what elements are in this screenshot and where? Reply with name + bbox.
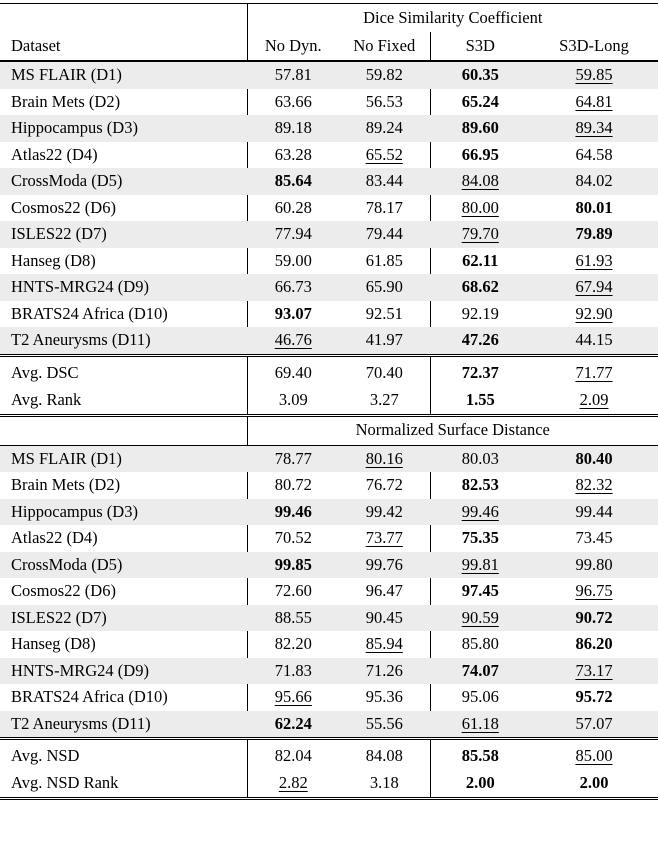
metric-value [247,387,339,416]
dataset-label: ISLES22 (D7) [0,605,247,632]
summary-row [0,770,658,799]
metric-value-text: 74.07 [461,660,499,680]
metric-value [530,770,658,799]
metric-value-text: 80.03 [461,448,499,468]
metric-value [430,61,530,89]
metric-value [247,472,339,499]
metric-value [530,115,658,142]
metric-value [339,115,430,142]
dataset-label: HNTS-MRG24 (D9) [0,658,247,685]
metric-value-text: 76.72 [365,475,403,494]
metric-value [530,142,658,169]
metric-value [247,499,339,526]
table-row [0,445,658,472]
metric-value-text: 92.19 [461,303,499,323]
metric-value [530,387,658,416]
metric-value-text: 95.66 [274,687,312,706]
metric-value-text: 95.06 [461,687,499,706]
column-header-s3d-long: S3D-Long [530,32,658,61]
metric-value-text: 85.64 [274,171,312,190]
section-title-row [0,4,658,33]
metric-value [530,472,658,499]
metric-value-text: 89.24 [365,118,403,137]
metric-value-text: 99.85 [274,554,312,574]
metric-value [247,578,339,605]
dataset-label: Hippocampus (D3) [0,115,247,142]
metric-value-text: 90.72 [575,607,613,627]
metric-value [247,631,339,658]
metric-value [247,684,339,711]
metric-value-text: 3.27 [369,389,399,409]
metric-value-text: 71.26 [365,660,403,680]
metric-value-text: 99.80 [575,554,613,574]
metric-value-text: 65.24 [461,91,499,111]
metric-value [430,770,530,799]
metric-value-text: 61.18 [461,713,499,733]
metric-value-text: 64.81 [575,91,613,111]
metric-value [339,525,430,552]
summary-label: Avg. NSD Rank [0,770,247,799]
metric-value [430,274,530,301]
dataset-label: Atlas22 (D4) [0,525,247,552]
metric-value [339,472,430,499]
results-table [0,3,658,800]
metric-value [247,552,339,579]
metric-value [430,552,530,579]
dataset-label: Atlas22 (D4) [0,142,247,169]
results-table-body [0,4,658,799]
table-row [0,301,658,328]
metric-value [339,552,430,579]
metric-value [530,552,658,579]
metric-value-text: 92.90 [575,303,613,323]
column-header-dataset: Dataset [0,32,247,61]
metric-value-text: 89.18 [274,118,312,137]
metric-value [339,387,430,416]
metric-value [430,195,530,222]
metric-value [339,445,430,472]
table-row [0,499,658,526]
metric-value-text: 89.60 [461,118,499,137]
metric-value-text: 95.72 [575,687,613,706]
metric-value [339,658,430,685]
metric-value-text: 80.40 [575,448,613,468]
metric-value [530,711,658,739]
section-title-dsc: Dice Similarity Coefficient [247,4,658,33]
table-row [0,578,658,605]
metric-value [339,355,430,387]
metric-value [430,578,530,605]
metric-value-text: 80.01 [575,197,613,217]
metric-value [530,89,658,116]
table-row [0,168,658,195]
table-row [0,195,658,222]
column-header-s3d: S3D [430,32,530,61]
metric-value-text: 57.81 [274,65,312,84]
metric-value [530,248,658,275]
metric-value-text: 90.59 [461,607,499,627]
metric-value-text: 56.53 [365,91,403,111]
metric-value-text: 62.24 [274,713,312,733]
metric-value-text: 73.45 [575,528,613,547]
metric-value [530,578,658,605]
metric-value-text: 99.42 [365,501,403,521]
metric-value [339,142,430,169]
metric-value [430,711,530,739]
dataset-label: Brain Mets (D2) [0,89,247,116]
summary-row [0,355,658,387]
metric-value [530,327,658,355]
metric-value [247,355,339,387]
dataset-label: Cosmos22 (D6) [0,195,247,222]
metric-value [247,739,339,771]
metric-value [247,770,339,799]
table-row [0,684,658,711]
metric-value-text: 62.11 [462,250,499,270]
metric-value-text: 63.66 [274,91,312,111]
metric-value [430,658,530,685]
table-row [0,61,658,89]
metric-value-text: 44.15 [575,330,613,349]
metric-value-text: 60.28 [274,197,312,217]
corner-cell [0,415,247,445]
metric-value-text: 59.82 [365,65,403,84]
metric-value [339,89,430,116]
column-header-no-fixed: No Fixed [339,32,430,61]
metric-value-text: 83.44 [365,171,403,190]
metric-value [247,195,339,222]
metric-value-text: 85.00 [575,746,613,766]
metric-value-text: 99.76 [365,554,403,574]
metric-value-text: 96.47 [365,581,403,600]
metric-value [430,301,530,328]
metric-value [530,355,658,387]
metric-value [530,684,658,711]
metric-value-text: 47.26 [461,330,499,349]
metric-value [430,115,530,142]
metric-value [339,739,430,771]
table-row [0,142,658,169]
metric-value [430,631,530,658]
metric-value-text: 71.77 [575,362,613,382]
metric-value [339,221,430,248]
metric-value-text: 3.09 [278,389,308,409]
dataset-label: MS FLAIR (D1) [0,61,247,89]
metric-value-text: 41.97 [365,330,403,349]
metric-value-text: 59.00 [274,250,312,270]
metric-value-text: 66.73 [274,277,312,296]
metric-value [247,525,339,552]
metric-value [430,525,530,552]
metric-value [430,168,530,195]
metric-value-text: 80.00 [461,197,499,217]
metric-value-text: 77.94 [274,224,312,243]
metric-value [339,301,430,328]
dataset-label: CrossModa (D5) [0,552,247,579]
metric-value-text: 65.52 [365,144,403,164]
metric-value-text: 80.16 [365,448,403,468]
metric-value-text: 2.00 [579,773,609,793]
metric-value-text: 95.36 [365,687,403,706]
metric-value [430,142,530,169]
metric-value [530,499,658,526]
metric-value [430,355,530,387]
metric-value-text: 93.07 [274,303,312,323]
metric-value-text: 78.77 [274,448,312,468]
metric-value-text: 80.72 [274,475,312,494]
metric-value-text: 60.35 [461,65,499,84]
table-row [0,327,658,355]
metric-value [247,327,339,355]
metric-value-text: 85.58 [461,746,499,766]
dataset-label: BRATS24 Africa (D10) [0,684,247,711]
table-row [0,711,658,739]
metric-value-text: 99.81 [461,554,499,574]
metric-value [247,711,339,739]
metric-value [530,61,658,89]
metric-value [339,711,430,739]
metric-value-text: 71.83 [274,660,312,680]
metric-value-text: 82.20 [274,634,312,653]
metric-value [430,221,530,248]
metric-value [530,274,658,301]
metric-value [430,605,530,632]
metric-value-text: 68.62 [461,277,499,296]
section-title-row [0,415,658,445]
metric-value-text: 73.77 [365,528,403,547]
metric-value-text: 79.70 [461,224,499,243]
metric-value-text: 2.09 [579,389,609,409]
metric-value [247,115,339,142]
table-row [0,115,658,142]
dataset-label: Hippocampus (D3) [0,499,247,526]
metric-value-text: 64.58 [575,144,613,164]
dataset-label: HNTS-MRG24 (D9) [0,274,247,301]
metric-value-text: 59.85 [575,65,613,84]
metric-value [339,195,430,222]
metric-value [430,472,530,499]
metric-value-text: 85.80 [461,634,499,653]
metric-value [339,327,430,355]
metric-value [430,499,530,526]
metric-value [430,684,530,711]
metric-value-text: 55.56 [365,713,403,733]
metric-value-text: 67.94 [575,277,613,296]
metric-value-text: 99.46 [274,501,312,521]
summary-label: Avg. DSC [0,355,247,387]
metric-value-text: 61.93 [575,250,613,270]
dataset-label: BRATS24 Africa (D10) [0,301,247,328]
metric-value-text: 84.08 [461,171,499,190]
metric-value [339,578,430,605]
metric-value-text: 86.20 [575,634,613,653]
metric-value-text: 84.08 [365,746,403,766]
metric-value-text: 99.44 [575,501,613,521]
metric-value [530,739,658,771]
metric-value [247,89,339,116]
metric-value-text: 72.37 [461,362,499,382]
table-row [0,658,658,685]
metric-value [530,301,658,328]
summary-label: Avg. Rank [0,387,247,416]
table-row [0,221,658,248]
metric-value [430,445,530,472]
metric-value [339,248,430,275]
metric-value [339,168,430,195]
metric-value [247,445,339,472]
metric-value [430,327,530,355]
metric-value [247,142,339,169]
metric-value [339,499,430,526]
table-row [0,274,658,301]
dataset-label: Brain Mets (D2) [0,472,247,499]
metric-value [430,739,530,771]
metric-value [247,274,339,301]
metric-value [247,221,339,248]
dataset-label: T2 Aneurysms (D11) [0,711,247,739]
metric-value-text: 92.51 [365,303,403,323]
metric-value-text: 46.76 [274,330,312,349]
dataset-label: MS FLAIR (D1) [0,445,247,472]
dataset-label: T2 Aneurysms (D11) [0,327,247,355]
table-row [0,472,658,499]
metric-value-text: 72.60 [274,581,312,600]
summary-row [0,739,658,771]
metric-value-text: 82.04 [274,746,312,766]
summary-row [0,387,658,416]
dataset-label: ISLES22 (D7) [0,221,247,248]
metric-value-text: 70.40 [365,362,403,382]
table-row [0,552,658,579]
metric-value [530,221,658,248]
metric-value-text: 69.40 [274,362,312,382]
metric-value-text: 3.18 [369,773,399,793]
metric-value-text: 78.17 [365,197,403,217]
summary-label: Avg. NSD [0,739,247,771]
metric-value [530,195,658,222]
metric-value [247,301,339,328]
section-title-nsd: Normalized Surface Distance [247,415,658,445]
table-row [0,605,658,632]
dataset-label: Cosmos22 (D6) [0,578,247,605]
metric-value [339,684,430,711]
metric-value-text: 75.35 [461,528,499,547]
metric-value-text: 61.85 [365,250,403,270]
column-header-no-dyn-: No Dyn. [247,32,339,61]
metric-value [430,387,530,416]
metric-value-text: 2.82 [278,773,308,793]
metric-value [530,525,658,552]
metric-value-text: 63.28 [274,144,312,164]
metric-value [530,658,658,685]
metric-value [430,89,530,116]
metric-value [339,770,430,799]
metric-value-text: 84.02 [575,171,613,190]
metric-value [339,605,430,632]
metric-value [530,445,658,472]
table-row [0,525,658,552]
column-header-row [0,32,658,61]
metric-value-text: 90.45 [365,607,403,627]
metric-value [530,631,658,658]
metric-value-text: 82.32 [575,475,613,494]
dataset-label: Hanseg (D8) [0,631,247,658]
metric-value [247,168,339,195]
metric-value-text: 99.46 [461,501,499,521]
metric-value-text: 79.89 [575,224,613,243]
metric-value [339,61,430,89]
metric-value-text: 79.44 [365,224,403,243]
metric-value-text: 88.55 [274,607,312,627]
metric-value-text: 96.75 [575,581,613,600]
dataset-label: CrossModa (D5) [0,168,247,195]
metric-value-text: 2.00 [465,773,495,793]
table-row [0,631,658,658]
corner-cell [0,4,247,33]
metric-value [530,605,658,632]
metric-value-text: 97.45 [461,581,499,600]
dataset-label: Hanseg (D8) [0,248,247,275]
metric-value [339,631,430,658]
metric-value-text: 70.52 [274,528,312,547]
metric-value [247,658,339,685]
metric-value-text: 73.17 [575,660,613,680]
metric-value [530,168,658,195]
metric-value-text: 65.90 [365,277,403,296]
metric-value [339,274,430,301]
metric-value-text: 85.94 [365,634,403,653]
metric-value-text: 57.07 [575,713,613,733]
table-row [0,89,658,116]
metric-value [247,605,339,632]
metric-value-text: 1.55 [465,389,495,409]
metric-value [247,61,339,89]
metric-value [430,248,530,275]
metric-value [247,248,339,275]
metric-value-text: 66.95 [461,144,499,164]
table-row [0,248,658,275]
metric-value-text: 89.34 [575,118,613,137]
metric-value-text: 82.53 [461,475,499,494]
